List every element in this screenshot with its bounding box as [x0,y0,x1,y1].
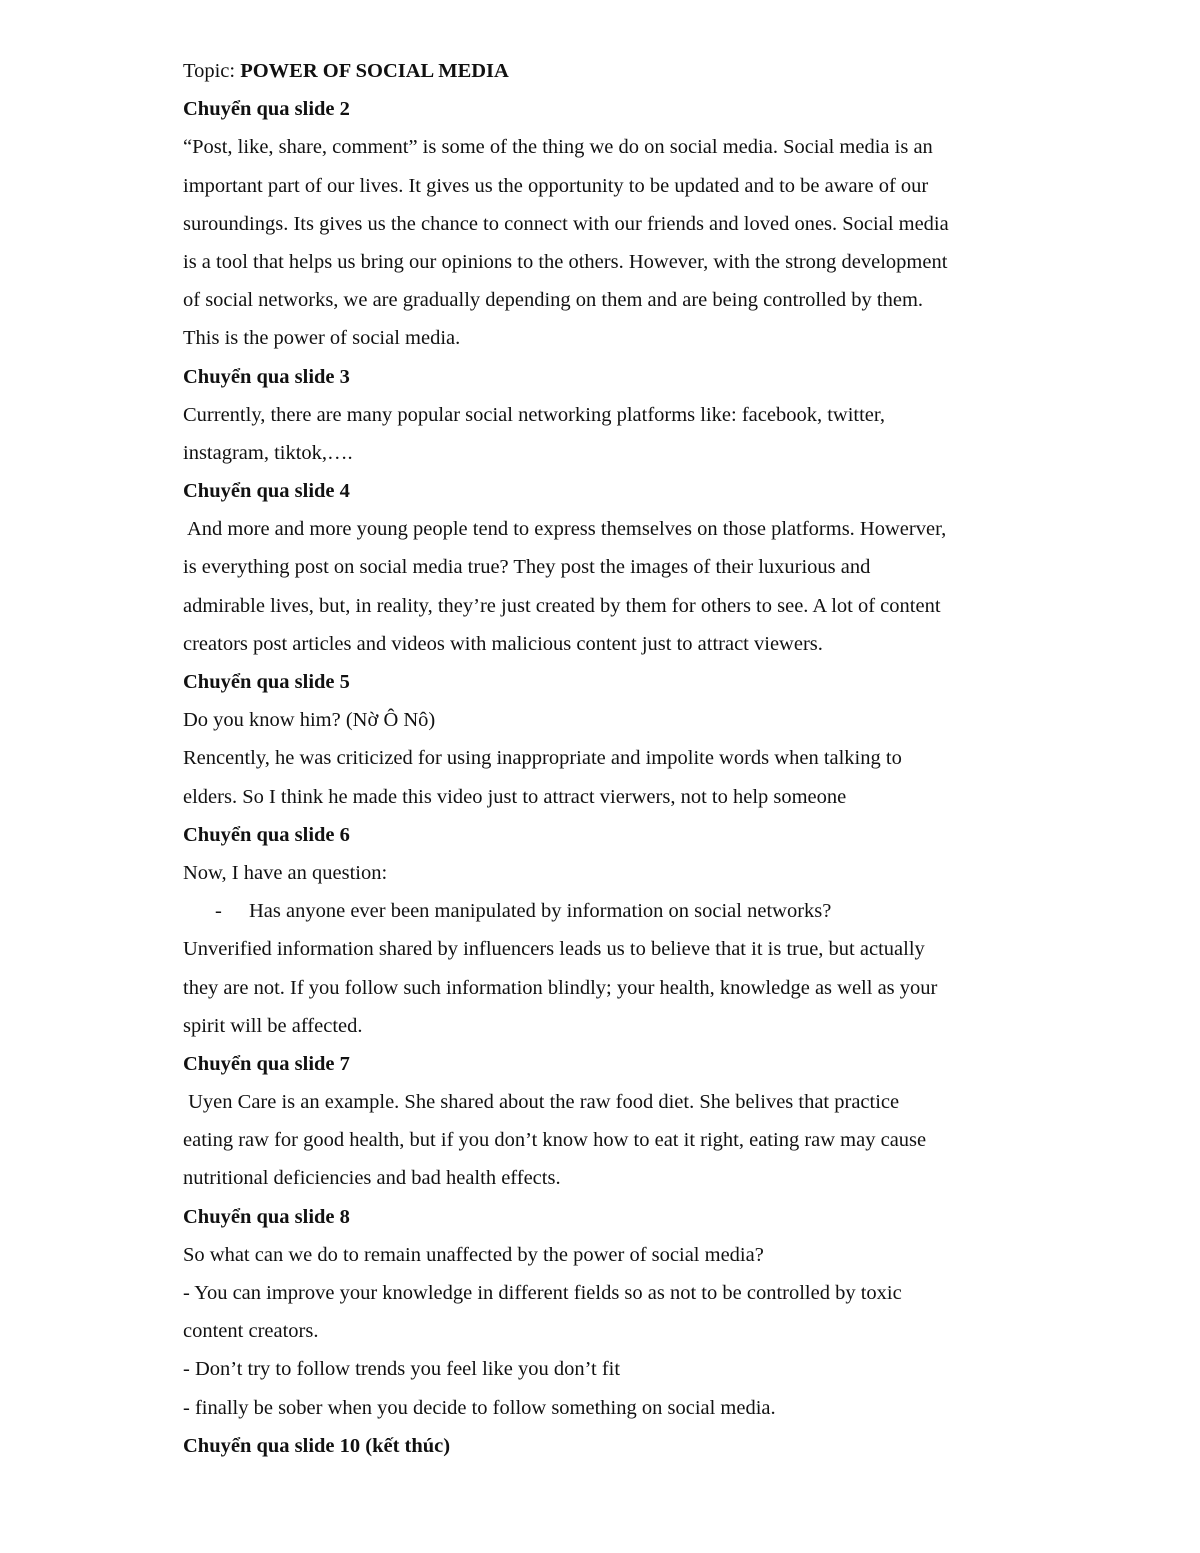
paragraph-line: Do you know him? (Nờ Ô Nô) [183,709,436,732]
paragraph-line: they are not. If you follow such information blindly; your health, knowledge as well as your [183,976,938,999]
paragraph-line: suroundings. Its gives us the chance to connect with our friends and loved ones. Social media [183,212,949,235]
paragraph-line: elders. So I think he made this video just to attract vierwers, not to help someone [183,785,847,808]
bullet-text: Has anyone ever been manipulated by information on social networks? [249,900,832,923]
paragraph-line: - You can improve your knowledge in different fields so as not to be controlled by toxic [183,1282,902,1304]
topic-prefix: Topic: [183,60,241,82]
paragraph-line: creators post articles and videos with malicious content just to attract viewers. [183,632,823,655]
paragraph-line: is everything post on social media true? They post the images of their luxurious and [183,556,871,579]
heading-slide-10: Chuyển qua slide 10 (kết thúc) [183,1434,451,1457]
heading-slide-2: Chuyển qua slide 2 [183,98,350,121]
heading-slide-7: Chuyển qua slide 7 [183,1052,350,1075]
paragraph-line: “Post, like, share, comment” is some of the thing we do on social media. Social media is an [183,136,933,159]
paragraph-line: So what can we do to remain unaffected by the power of social media? [183,1243,764,1266]
paragraph-line: important part of our lives. It gives us the opportunity to be updated and to be aware of our [183,174,929,197]
paragraph-line: Unverified information shared by influencers leads us to believe that it is true, but actually [183,938,925,961]
paragraph-line: - finally be sober when you decide to follow something on social media. [183,1396,776,1419]
heading-slide-6: Chuyển qua slide 6 [183,823,350,846]
paragraph-line: instagram, tiktok,…. [183,441,353,464]
paragraph-line: content creators. [183,1320,319,1343]
topic-line [183,52,1033,90]
document-page [183,52,1033,1465]
paragraph-line: And more and more young people tend to express themselves on those platforms. Howerver, [183,518,947,541]
heading-slide-4: Chuyển qua slide 4 [183,480,350,503]
paragraph-line: eating raw for good health, but if you don’t know how to eat it right, eating raw may cause [183,1129,927,1152]
bullet-dash: - [215,900,222,923]
paragraph-line: Uyen Care is an example. She shared about the raw food diet. She belives that practice [183,1091,900,1114]
bullet-item [183,892,1033,930]
paragraph-line: Rencently, he was criticized for using inappropriate and impolite words when talking to [183,747,902,770]
paragraph-line: nutritional deficiencies and bad health effects. [183,1167,561,1190]
heading-slide-5: Chuyển qua slide 5 [183,671,350,693]
paragraph-line: spirit will be affected. [183,1014,363,1037]
heading-slide-3: Chuyển qua slide 3 [183,365,350,388]
paragraph-line: admirable lives, but, in reality, they’re just created by them for others to see. A lot of content [183,594,941,617]
paragraph-line: Currently, there are many popular social networking platforms like: facebook, twitter, [183,403,886,426]
paragraph-line: This is the power of social media. [183,327,461,350]
heading-slide-8: Chuyển qua slide 8 [183,1205,350,1228]
topic-title: POWER OF SOCIAL MEDIA [240,60,509,82]
paragraph-line: - Don’t try to follow trends you feel like you don’t fit [183,1358,621,1381]
paragraph-line: of social networks, we are gradually depending on them and are being controlled by them. [183,289,924,312]
paragraph-line: is a tool that helps us bring our opinions to the others. However, with the strong development [183,250,948,273]
paragraph-line: Now, I have an question: [183,861,388,884]
